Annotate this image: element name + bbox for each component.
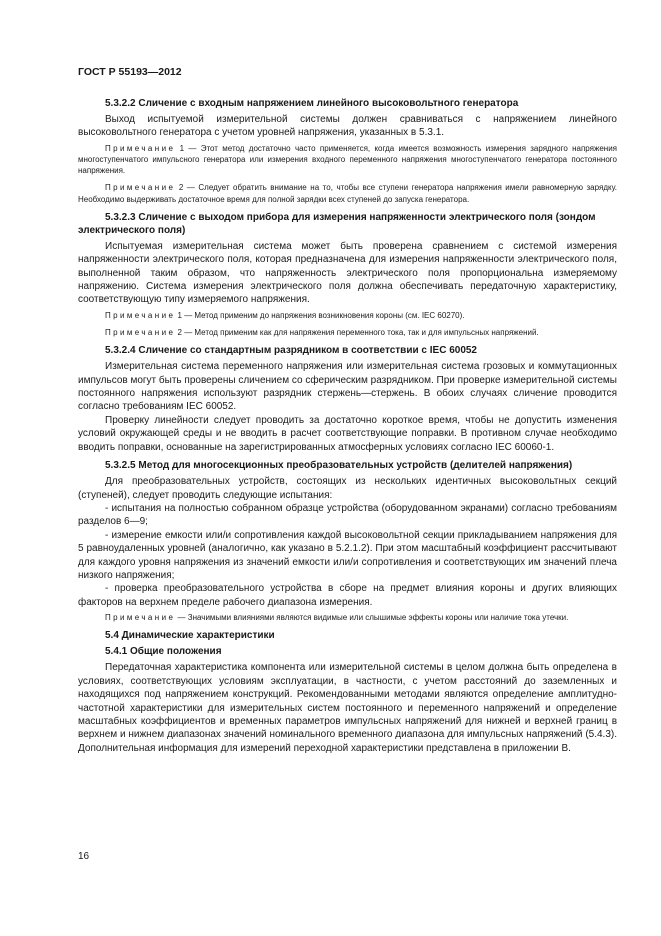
section-5-3-2-4-title: 5.3.2.4 Сличение со стандартным разрядником в соответствии с IEC 60052 [105, 345, 477, 357]
note-text: 1 — Этот метод достаточно часто применяется, когда имеется возможность измерения зарядного напряжения многоступенчатого импульсного генератора или измерения входного переменного напряжения многоступенчатого генератора постоянного напряжения. [78, 143, 617, 176]
section-5-3-2-5-intro: Для преобразовательных устройств, состоящих из нескольких идентичных высоковольтных секций (ступеней), следует проводить следующие испытания: [78, 476, 617, 501]
section-5-4-title: 5.4 Динамические характеристики [105, 630, 275, 642]
section-5-3-2-2-text: Выход испытуемой измерительной системы должен сравниваться с напряжением линейного высоковольтного генератора с учетом уровней напряжения, указанных в 5.3.1. [78, 114, 617, 139]
note-label: Примечание [105, 143, 176, 153]
note [78, 182, 617, 204]
section-5-3-2-4-text-1: Измерительная система переменного напряжения или измерительная система грозовых и коммутационных импульсов могут быть проверены сличением со сферическим разрядником. При проверке измерительной системы постоянного напряжения используют разрядник стержень—стержень. В обоих случаях сличение проводится согласно требованиям IEC 60052. [78, 361, 617, 413]
section-5-4-1-text: Передаточная характеристика компонента или измерительной системы в целом должна быть определена в условиях, соответствующих условиям эксплуатации, в частности, с учетом расстояний до заземленных и находящихся под напряжением конструкций. Рекомендованными методами являются определение амплитудно-частотной характеристики для измерительных систем постоянного и переменного напряжений и определение масштабных коэффициентов и временных параметров импульсных напряжений для нижней и верхней границ в верхнем и нижнем диапазонах значений номинального временного диапазона для импульсных напряжений (5.4.3). Дополнительная информация для измерений переходной характеристики представлена в приложении В. [78, 662, 617, 754]
list-item: - испытания на полностью собранном образце устройства (оборудованном экранами) согласно требованиям разделов 6—9; [78, 502, 617, 528]
note-label: Примечание [105, 613, 176, 623]
note-label: Примечание [105, 328, 176, 338]
note-text: 1 — Метод применим до напряжения возникновения короны (см. IEC 60270). [175, 310, 465, 320]
section-5-3-2-3-text: Испытуемая измерительная система может быть проверена сравнением с системой измерения напряженности электрического поля, которая предназначена для измерения напряженности электрического поля, выполненной таким образом, что напряженность электрического поля пропорциональна измеряемому напряжению. Система измерения электрического поля должна обеспечивать передаточную характеристику, соответствующую типу измеряемого напряжения. [78, 240, 617, 306]
note [78, 327, 617, 338]
section-5-3-2-2-title: 5.3.2.2 Сличение с входным напряжением линейного высоковольтного генератора [105, 98, 519, 109]
section-5-4-1-title: 5.4.1 Общие положения [105, 646, 222, 658]
list-item: - измерение емкости или/и сопротивления каждой высоковольтной секции прикладыванием напряжения для 5 равноудаленных уровней (аналогично, как указано в 5.2.1.2). При этом масштабный коэффициент рассчитывают для каждого уровня напряжения из значений емкости или/и сопротивления и соответствующих им значений плеча низкого напряжения; [78, 529, 617, 581]
note-text: — Значимыми влияниями являются видимые или слышимые эффекты короны или наличие тока утечки. [175, 613, 569, 623]
note [78, 310, 617, 321]
note [78, 143, 617, 177]
section-5-3-2-4-text-2: Проверку линейности следует проводить за достаточно короткое время, чтобы не допустить изменения условий окружающей среды и не вводить в расчет соответствующие поправки. В противном случае необходимо вводить поправки, основанные на зарегистрированных атмосферных условиях согласно IEC 60060-1. [78, 414, 617, 453]
list-item: - проверка преобразовательного устройства в сборе на предмет влияния короны и других влияющих факторов на верхнем пределе рабочего диапазона измерения. [78, 583, 617, 608]
note-text: 2 — Метод применим как для напряжения переменного тока, так и для импульсных напряжений. [175, 328, 539, 338]
note-label: Примечание [105, 183, 176, 193]
note-label: Примечание [105, 310, 176, 320]
standard-header: ГОСТ Р 55193—2012 [78, 66, 182, 78]
section-5-3-2-5-title: 5.3.2.5 Метод для многосекционных преобразовательных устройств (делителей напряжения) [105, 460, 573, 472]
note [78, 612, 617, 623]
page-number: 16 [78, 851, 90, 862]
note-text: 2 — Следует обратить внимание на то, чтобы все ступени генератора напряжения имели равномерную зарядку. Необходимо выдерживать достаточное время для полной зарядки всех ступеней до запуска генератора. [78, 183, 617, 204]
section-5-3-2-3-title: 5.3.2.3 Сличение с выходом прибора для измерения напряженности электрического поля (зондом электрического поля) [78, 211, 596, 236]
